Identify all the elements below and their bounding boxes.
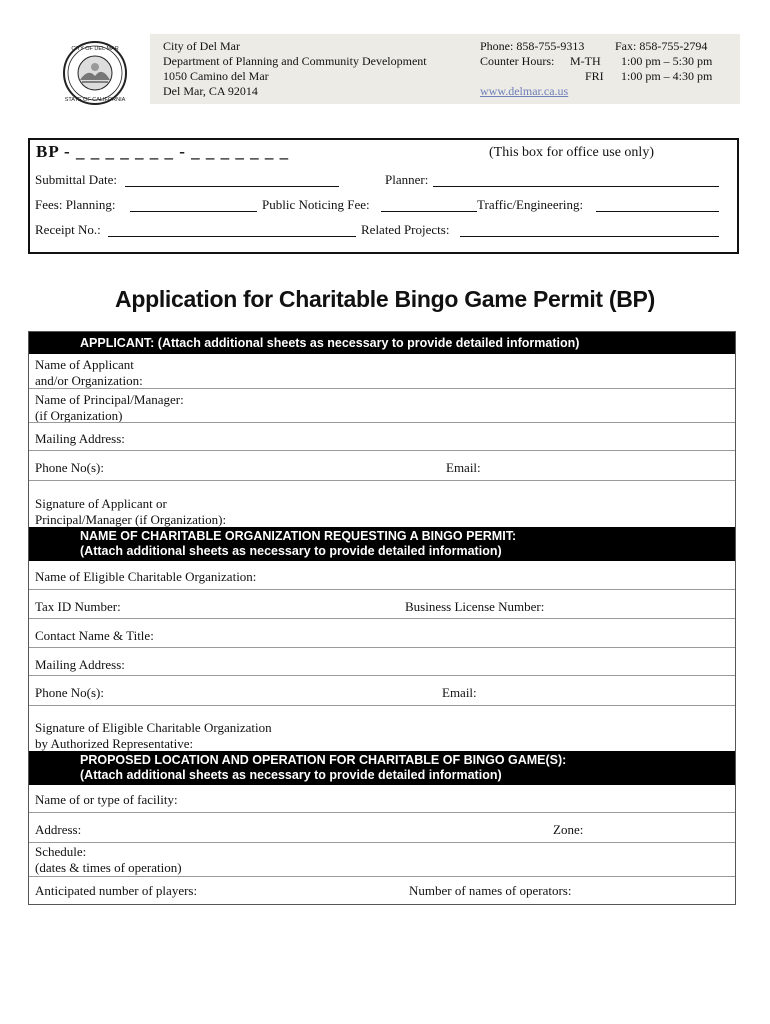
fax-number: Fax: 858-755-2794 (615, 39, 708, 53)
traffic-engineering-field[interactable] (596, 211, 719, 212)
applicant-heading-text: APPLICANT: (Attach additional sheets as necessary to provide detailed information) (80, 336, 580, 350)
public-noticing-fee-field[interactable] (381, 211, 477, 212)
operators-label: Number of names of operators: (409, 883, 572, 898)
applicant-name-label: Name of Applicant (35, 357, 134, 372)
org-mailing-row[interactable] (29, 647, 735, 676)
organization-heading (29, 527, 735, 561)
business-license-label: Business License Number: (405, 599, 545, 614)
organization-heading-text-2: (Attach additional sheets as necessary to provide detailed information) (80, 544, 502, 558)
fees-planning-label: Fees: Planning: (35, 197, 116, 212)
schedule-row[interactable] (29, 842, 735, 877)
address-line-1: City of Del Mar (163, 39, 240, 53)
org-name-row[interactable] (29, 561, 735, 589)
planner-field[interactable] (433, 186, 719, 187)
address-line-3: 1050 Camino del Mar (163, 69, 269, 83)
bp-number: BP - _ _ _ _ _ _ _ - _ _ _ _ _ _ _ (36, 142, 290, 161)
zone-label: Zone: (553, 822, 584, 837)
location-address-label: Address: (35, 822, 82, 837)
org-phone-row[interactable] (29, 675, 735, 706)
applicant-signature-row[interactable] (29, 480, 735, 528)
related-projects-field[interactable] (460, 236, 719, 237)
page-title: Application for Charitable Bingo Game Permit (BP) (115, 286, 655, 312)
applicant-signature-label: Signature of Applicant or (35, 496, 167, 511)
location-heading-text: PROPOSED LOCATION AND OPERATION FOR CHARITABLE OF BINGO GAME(S): (80, 753, 567, 767)
fri-label: FRI (585, 69, 604, 83)
applicant-phone-label: Phone No(s): (35, 460, 104, 475)
location-heading-text-2: (Attach additional sheets as necessary to provide detailed information) (80, 768, 502, 782)
tax-id-row[interactable] (29, 589, 735, 619)
city-seal-icon (62, 40, 128, 106)
org-name-label: Name of Eligible Charitable Organization: (35, 569, 257, 584)
fees-planning-field[interactable] (130, 211, 257, 212)
fri-hours: 1:00 pm – 4:30 pm (621, 69, 713, 83)
principal-label: Name of Principal/Manager: (35, 392, 184, 407)
org-mailing-label: Mailing Address: (35, 657, 125, 672)
schedule-label-2: (dates & times of operation) (35, 860, 182, 875)
address-line-2: Department of Planning and Community Development (163, 54, 427, 68)
org-signature-row[interactable] (29, 705, 735, 752)
svg-text:STATE OF CALIFORNIA: STATE OF CALIFORNIA (64, 97, 126, 103)
submittal-date-label: Submittal Date: (35, 172, 117, 187)
organization-heading-text: NAME OF CHARITABLE ORGANIZATION REQUESTING A BINGO PERMIT: (80, 529, 517, 543)
org-signature-label-2: by Authorized Representative: (35, 736, 194, 751)
application-table (28, 331, 736, 905)
applicant-phone-row[interactable] (29, 450, 735, 481)
submittal-date-field[interactable] (125, 186, 339, 187)
receipt-no-label: Receipt No.: (35, 222, 101, 237)
address-line-4: Del Mar, CA 92014 (163, 84, 258, 98)
office-use-note: (This box for office use only) (489, 145, 654, 160)
contact-label: Contact Name & Title: (35, 628, 154, 643)
counter-hours-label: Counter Hours: (480, 54, 555, 68)
applicant-email-label: Email: (446, 460, 481, 475)
applicant-name-row[interactable] (29, 354, 735, 388)
principal-row[interactable] (29, 388, 735, 423)
contact-row[interactable] (29, 618, 735, 648)
org-phone-label: Phone No(s): (35, 685, 104, 700)
applicant-signature-label-2: Principal/Manager (if Organization): (35, 512, 227, 527)
mth-hours: 1:00 pm – 5:30 pm (621, 54, 713, 68)
traffic-engineering-label: Traffic/Engineering: (477, 197, 584, 212)
applicant-mailing-label: Mailing Address: (35, 431, 125, 446)
receipt-no-field[interactable] (108, 236, 356, 237)
svg-text:CITY OF DEL MAR: CITY OF DEL MAR (71, 46, 119, 52)
tax-id-label: Tax ID Number: (35, 599, 121, 614)
mth-label: M-TH (570, 54, 601, 68)
location-address-row[interactable] (29, 812, 735, 843)
schedule-label: Schedule: (35, 844, 87, 859)
applicant-mailing-row[interactable] (29, 422, 735, 451)
players-row[interactable] (29, 876, 735, 905)
applicant-name-label-2: and/or Organization: (35, 373, 143, 388)
facility-row[interactable] (29, 785, 735, 812)
org-signature-label: Signature of Eligible Charitable Organization (35, 720, 272, 735)
facility-label: Name of or type of facility: (35, 792, 178, 807)
planner-label: Planner: (385, 172, 429, 187)
org-email-label: Email: (442, 685, 477, 700)
related-projects-label: Related Projects: (361, 222, 450, 237)
website-link[interactable]: www.delmar.ca.us (480, 84, 569, 98)
phone-number: Phone: 858-755-9313 (480, 39, 585, 53)
location-heading (29, 751, 735, 785)
public-noticing-fee-label: Public Noticing Fee: (262, 197, 370, 212)
players-label: Anticipated number of players: (35, 883, 198, 898)
applicant-heading (29, 332, 735, 354)
principal-label-2: (if Organization) (35, 408, 123, 423)
